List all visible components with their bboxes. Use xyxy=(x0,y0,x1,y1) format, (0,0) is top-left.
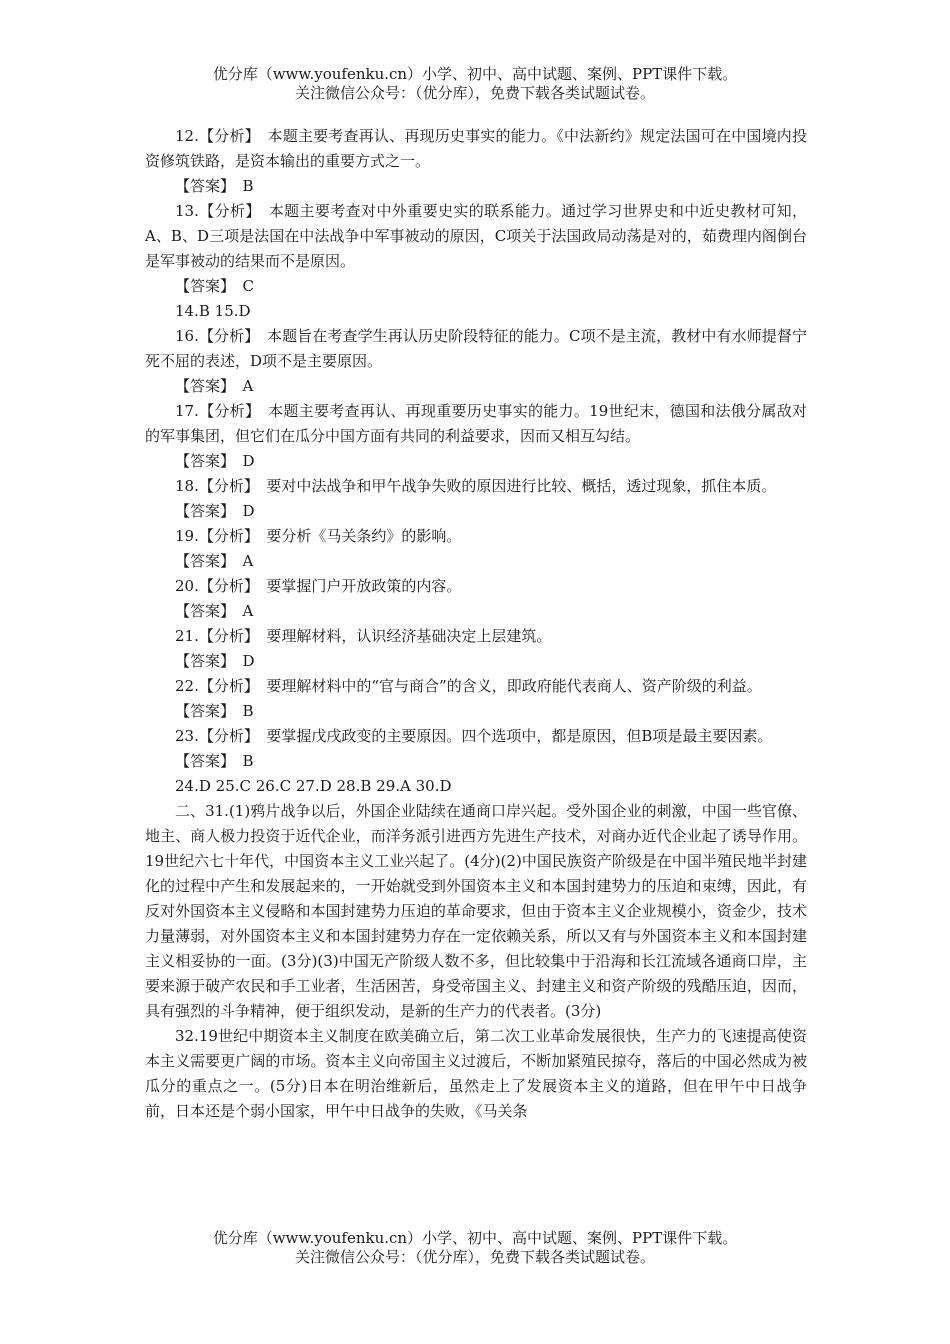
paragraph: 13.【分析】 本题主要考查对中外重要史实的联系能力。通过学习世界史和中近史教材可知，A、B、D三项是法国在中法战争中军事被动的原因，C项关于法国政局动荡是对的，茹费理内阁倒台是军事被动的结果而不是原因。 xyxy=(145,202,807,270)
paragraph: 24.D 25.C 26.C 27.D 28.B 29.A 30.D xyxy=(175,777,452,795)
paragraph: 20.【分析】 要掌握门户开放政策的内容。 xyxy=(175,577,462,595)
footer-line-2: 关注微信公众号：（优分库），免费下载各类试题试卷。 xyxy=(294,1248,655,1266)
paragraph: 【答案】 B xyxy=(175,177,254,195)
paragraph: 【答案】 A xyxy=(175,552,254,570)
paragraph: 23.【分析】 要掌握戊戌政变的主要原因。四个选项中，都是原因，但B项是最主要因素。 xyxy=(175,727,773,745)
paragraph: 【答案】 B xyxy=(175,702,254,720)
paragraph: 21.【分析】 要理解材料，认识经济基础决定上层建筑。 xyxy=(175,627,552,645)
answer-content xyxy=(145,124,807,1124)
paragraph: 17.【分析】 本题主要考查再认、再现重要历史事实的能力。19世纪末，德国和法俄分属敌对的军事集团，但它们在瓜分中国方面有共同的利益要求，因而又相互勾结。 xyxy=(145,402,807,445)
paragraph: 19.【分析】 要分析《马关条约》的影响。 xyxy=(175,527,462,545)
paragraph: 【答案】 D xyxy=(175,502,255,520)
footer-line-1: 优分库（www.youfenku.cn）小学、初中、高中试题、案例、PPT课件下载。 xyxy=(212,1229,738,1247)
paragraph: 【答案】 C xyxy=(175,277,254,295)
paragraph: 【答案】 A xyxy=(175,377,254,395)
header-line-1: 优分库（www.youfenku.cn）小学、初中、高中试题、案例、PPT课件下载。 xyxy=(212,65,738,83)
page-footer xyxy=(0,1229,950,1267)
paragraph: 【答案】 D xyxy=(175,652,255,670)
paragraph: 二、31.(1)鸦片战争以后，外国企业陆续在通商口岸兴起。受外国企业的刺激，中国一些官僚、地主、商人极力投资于近代企业，而洋务派引进西方先进生产技术，对商办近代企业起了诱导作用。19世纪六七十年代，中国资本主义工业兴起了。(4分)(2)中国民族资产阶级是在中国半殖民地半封建化的过程中产生和发展起来的，一开始就受到外国资本主义和本国封建势力的压迫和束缚，因此，有反对外国资本主义侵略和本国封建势力压迫的革命要求，但由于资本主义企业规模小，资金少，技术力量薄弱，对外国资本主义和本国封建势力存在一定依赖关系，所以又有与外国资本主义和本国封建主义相妥协的一面。(3分)(3)中国无产阶级人数不多，但比较集中于沿海和长江流域各通商口岸，主要来源于破产农民和手工业者，生活困苦，身受帝国主义、封建主义和资产阶级的残酷压迫，因而，具有强烈的斗争精神，便于组织发动，是新的生产力的代表者。(3分) xyxy=(145,802,807,1020)
paragraph: 14.B 15.D xyxy=(175,302,251,320)
paragraph: 【答案】 B xyxy=(175,752,254,770)
paragraph: 18.【分析】 要对中法战争和甲午战争失败的原因进行比较、概括，透过现象，抓住本质。 xyxy=(175,477,777,495)
paragraph: 【答案】 A xyxy=(175,602,254,620)
page-header xyxy=(0,65,950,103)
paragraph: 32.19世纪中期资本主义制度在欧美确立后，第二次工业革命发展很快，生产力的飞速提高使资本主义需要更广阔的市场。资本主义向帝国主义过渡后，不断加紧殖民掠夺，落后的中国必然成为被瓜分的重点之一。(5分)日本在明治维新后，虽然走上了发展资本主义的道路，但在甲午中日战争前，日本还是个弱小国家，甲午中日战争的失败，《马关条 xyxy=(145,1027,807,1120)
header-line-2: 关注微信公众号：（优分库），免费下载各类试题试卷。 xyxy=(294,84,655,102)
paragraph: 12.【分析】 本题主要考查再认、再现历史事实的能力。《中法新约》规定法国可在中国境内投资修筑铁路，是资本输出的重要方式之一。 xyxy=(145,127,807,170)
paragraph: 16.【分析】 本题旨在考查学生再认历史阶段特征的能力。C项不是主流，教材中有水师提督宁死不屈的表述，D项不是主要原因。 xyxy=(145,327,807,370)
paragraph: 【答案】 D xyxy=(175,452,255,470)
paragraph: 22.【分析】 要理解材料中的“官与商合”的含义，即政府能代表商人、资产阶级的利益。 xyxy=(175,677,762,695)
